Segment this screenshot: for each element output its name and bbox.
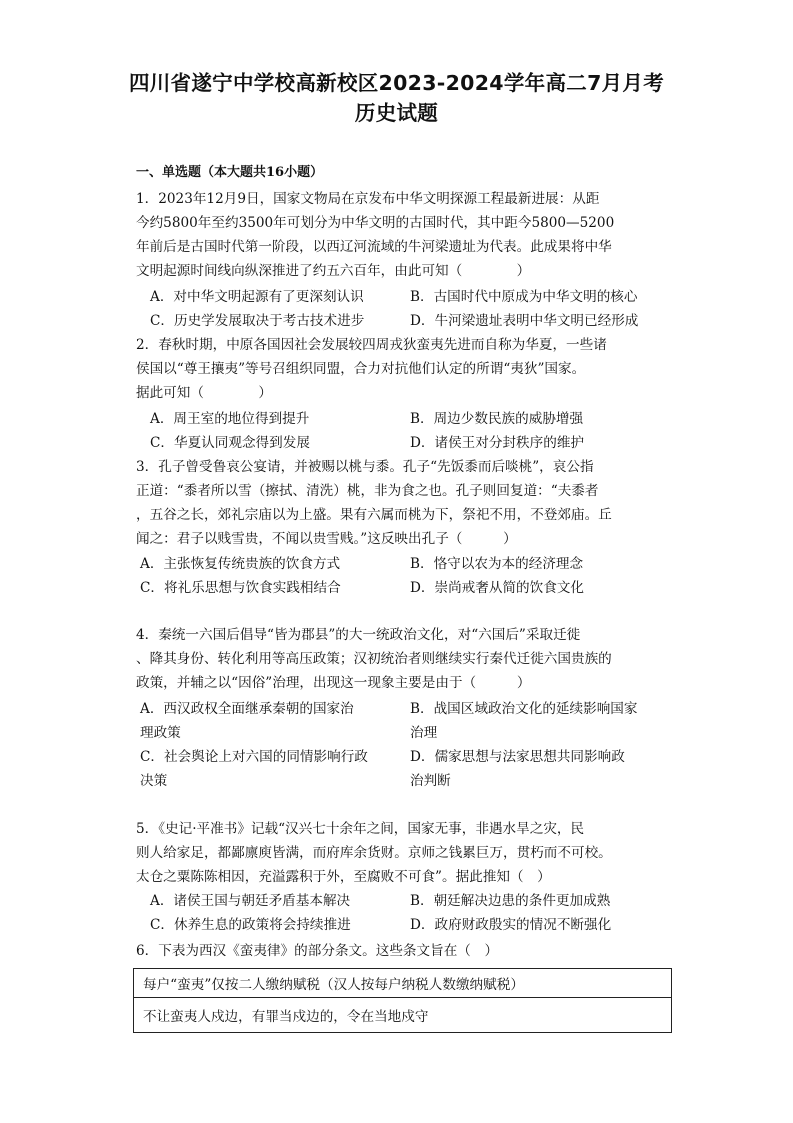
question-2-line: 侯国以“尊王攘夷”等号召组织同盟，合力对抗他们认定的所谓“夷狄”国家。	[136, 361, 586, 377]
question-2-option-b: B．周边少数民族的威胁增强	[410, 411, 584, 427]
question-5-option-d: D．政府财政殷实的情况不断强化	[410, 917, 612, 933]
question-2-option-c: C．华夏认同观念得到发展	[150, 435, 310, 451]
question-6-line: 6．下表为西汉《蛮夷律》的部分条文。这些条文旨在（ ）	[136, 943, 499, 959]
question-3-option-a: A．主张恢复传统贵族的饮食方式	[140, 556, 341, 572]
question-3-option-d: D．崇尚戒奢从简的饮食文化	[410, 580, 585, 596]
question-4-option-b: B．战国区域政治文化的延续影响国家	[410, 701, 638, 717]
question-3-option-c: C．将礼乐思想与饮食实践相结合	[140, 580, 341, 596]
question-4-option-c-cont: 决策	[140, 773, 168, 789]
exam-title-line1: 四川省遂宁中学校高新校区2023-2024学年高二7月月考	[128, 71, 665, 95]
question-5-line: 5．《史记·平准书》记载“汉兴七十余年之间，国家无事，非遇水旱之灾，民	[136, 821, 585, 837]
exam-title-line2: 历史试题	[354, 101, 439, 125]
question-2-line: 2．春秋时期，中原各国因社会发展较四周戎狄蛮夷先进而自称为华夏，一些诸	[136, 337, 607, 353]
question-1-option-d: D．牛河梁遗址表明中华文明已经形成	[410, 313, 639, 329]
question-4-option-d: D．儒家思想与法家思想共同影响政	[410, 749, 625, 765]
table-row	[134, 998, 672, 1033]
question-2-option-d: D．诸侯王对分封秩序的维护	[410, 435, 585, 451]
question-1-line: 年前后是古国时代第一阶段，以西辽河流域的牛河梁遗址为代表。此成果将中华	[136, 239, 612, 255]
question-3-line: 闻之：君子以贱雪贵，不闻以贵雪贱。”这反映出孔子（ ）	[136, 531, 517, 547]
question-4-line: 4．秦统一六国后倡导“皆为郡县”的大一统政治文化，对“六国后”采取迁徙	[136, 627, 581, 643]
question-5-line: 则人给家足，都鄙廪庾皆满，而府库余货财。京师之钱累巨万，贯朽而不可校。	[136, 845, 612, 861]
table-cell: 不让蛮夷人戍边，有罪当戍边的，令在当地戍守	[134, 998, 672, 1033]
table-row	[134, 969, 672, 998]
question-5-option-c: C．休养生息的政策将会持续推进	[150, 917, 351, 933]
question-5-option-a: A．诸侯王国与朝廷矛盾基本解决	[150, 893, 351, 909]
question-3-line: ，五谷之长，郊礼宗庙以为上盛。果有六属而桃为下，祭祀不用，不登郊庙。丘	[136, 507, 612, 523]
question-4-option-d-cont: 治判断	[410, 773, 451, 789]
question-1-line: 今约5800年至约3500年可划分为中华文明的古国时代，其中距今5800—5200	[136, 215, 615, 231]
question-4-option-b-cont: 治理	[410, 725, 438, 741]
question-4-option-a: A．西汉政权全面继承秦朝的国家治	[140, 701, 354, 717]
question-1-option-c: C．历史学发展取决于考古技术进步	[150, 313, 365, 329]
law-excerpt-table	[133, 968, 672, 1033]
section-heading: 一、单选题（本大题共16小题）	[136, 165, 324, 180]
question-1-option-a: A．对中华文明起源有了更深刻认识	[150, 289, 364, 305]
question-4-option-c: C．社会舆论上对六国的同情影响行政	[140, 749, 368, 765]
question-3-line: 3．孔子曾受鲁哀公宴请，并被赐以桃与黍。孔子“先饭黍而后啖桃”，哀公指	[136, 459, 594, 475]
question-1-line: 1．2023年12月9日，国家文物局在京发布中华文明探源工程最新进展：从距	[136, 191, 600, 207]
question-2-line: 据此可知（ ）	[136, 385, 272, 401]
question-1-line: 文明起源时间线向纵深推进了约五六百年，由此可知（ ）	[136, 263, 531, 279]
question-5-line: 太仓之粟陈陈相因，充溢露积于外，至腐败不可食”。据此推知（ ）	[136, 869, 551, 885]
question-4-line: 、降其身份、转化利用等高压政策；汉初统治者则继续实行秦代迁徙六国贵族的	[136, 651, 612, 667]
question-4-line: 政策，并辅之以“因俗”治理，出现这一现象主要是由于（ ）	[136, 675, 531, 691]
question-2-option-a: A．周王室的地位得到提升	[150, 411, 310, 427]
question-5-option-b: B．朝廷解决边患的条件更加成熟	[410, 893, 611, 909]
table-cell: 每户“蛮夷”仅按二人缴纳赋税（汉人按每户纳税人数缴纳赋税）	[134, 969, 672, 998]
question-1-option-b: B．古国时代中原成为中华文明的核心	[410, 289, 638, 305]
question-3-option-b: B．恪守以农为本的经济理念	[410, 556, 584, 572]
question-3-line: 正道：“黍者所以雪（擦拭、清洗）桃，非为食之也。孔子则回复道：“夫黍者	[136, 483, 599, 499]
question-4-option-a-cont: 理政策	[140, 725, 181, 741]
